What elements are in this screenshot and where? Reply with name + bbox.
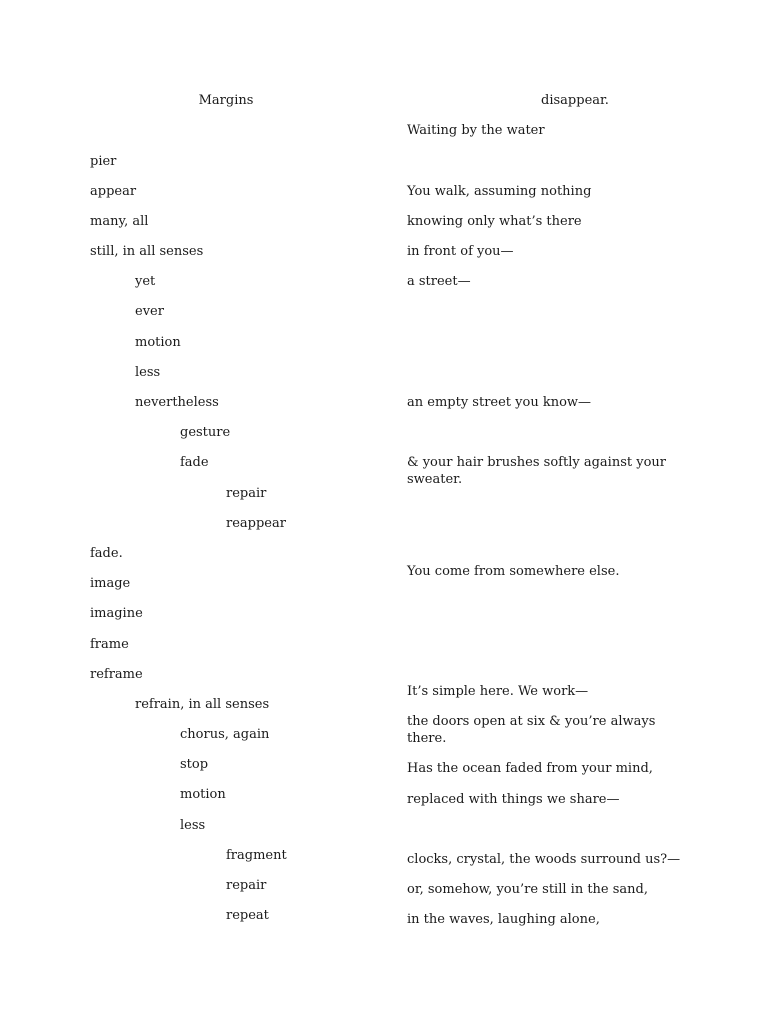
right-title: disappear.	[541, 93, 609, 108]
right-line: It’s simple here. We work—	[407, 684, 589, 699]
right-line: in front of you—	[407, 244, 514, 259]
left-line: many, all	[90, 214, 149, 229]
right-line: Has the ocean faded from your mind,	[407, 761, 653, 776]
right-line: the doors open at six & you’re always there.	[407, 714, 656, 746]
left-line: appear	[90, 184, 137, 199]
left-line: motion	[135, 335, 181, 350]
left-line: reappear	[226, 516, 286, 531]
left-line: frame	[90, 637, 129, 652]
left-line: ever	[135, 304, 164, 319]
right-line: or, somehow, you’re still in the sand,	[407, 882, 648, 897]
right-line: You come from somewhere else.	[407, 564, 620, 579]
right-line: You walk, assuming nothing	[407, 184, 592, 199]
left-line: fade	[180, 455, 209, 470]
left-line: imagine	[90, 606, 143, 621]
left-line: reframe	[90, 667, 143, 682]
right-line: in the waves, laughing alone,	[407, 912, 600, 927]
left-line: repair	[226, 486, 267, 501]
left-line: repeat	[226, 908, 269, 923]
left-line: fade.	[90, 546, 123, 561]
left-line: image	[90, 576, 131, 591]
right-line: & your hair brushes softly against your sweater.	[407, 455, 666, 487]
left-line: chorus, again	[180, 727, 270, 742]
right-line: knowing only what’s there	[407, 214, 582, 229]
left-line: refrain, in all senses	[135, 697, 270, 712]
left-line: repair	[226, 878, 267, 893]
right-line: Waiting by the water	[407, 123, 545, 138]
left-line: stop	[180, 757, 209, 772]
left-line: fragment	[226, 848, 287, 863]
left-line: still, in all senses	[90, 244, 204, 259]
left-line: nevertheless	[135, 395, 219, 410]
left-line: motion	[180, 787, 226, 802]
left-line: less	[180, 818, 206, 833]
right-line: clocks, crystal, the woods surround us?—	[407, 852, 681, 867]
left-line: gesture	[180, 425, 231, 440]
right-line: replaced with things we share—	[407, 792, 620, 807]
left-line: pier	[90, 154, 117, 169]
left-line: less	[135, 365, 161, 380]
left-line: yet	[135, 274, 156, 289]
right-line: a street—	[407, 274, 471, 289]
left-title: Margins	[198, 93, 254, 108]
right-line: an empty street you know—	[407, 395, 592, 410]
